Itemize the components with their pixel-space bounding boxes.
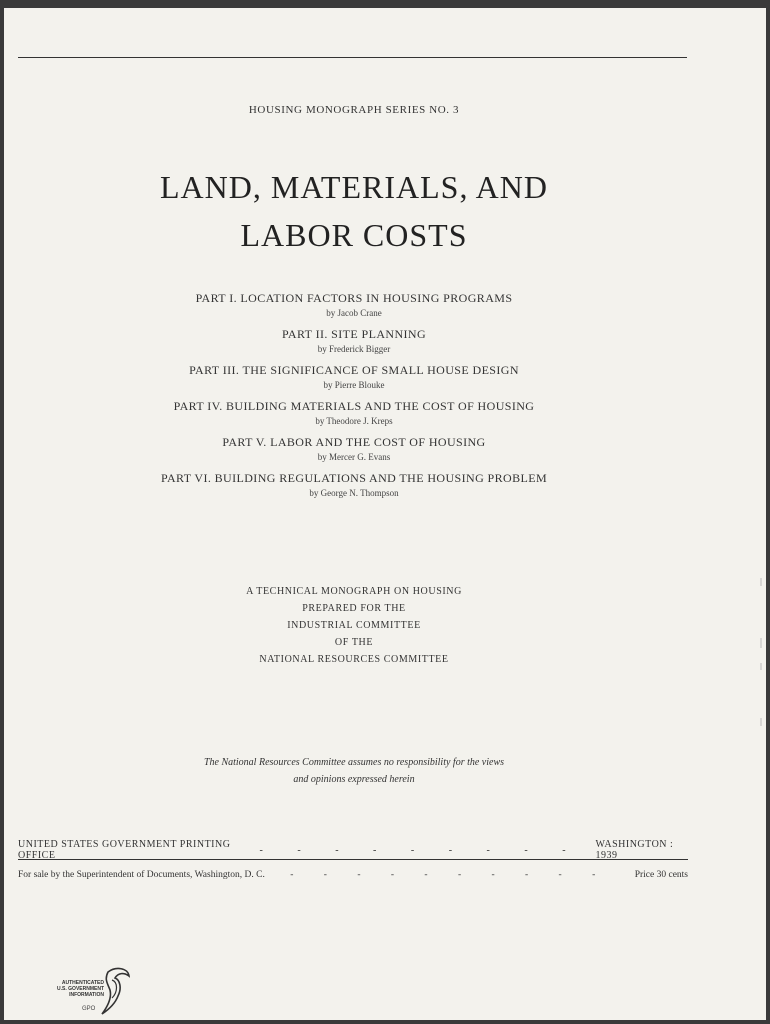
part-author: by Jacob Crane (326, 308, 382, 318)
contents-list (4, 290, 704, 506)
leader-dashes: - - - - - - - - - (259, 844, 582, 856)
leader-dashes: - - - - - - - - - - (290, 870, 610, 880)
publisher-place-year: WASHINGTON : 1939 (595, 839, 674, 861)
part-author: by George N. Thompson (309, 488, 399, 498)
page-title (4, 163, 704, 259)
price: Price 30 cents (634, 870, 688, 880)
top-rule (18, 57, 687, 58)
technical-line: A TECHNICAL MONOGRAPH ON HOUSING (246, 586, 462, 597)
title-line-1: LAND, MATERIALS, AND (160, 169, 548, 205)
publisher-line (18, 839, 688, 861)
part-title: PART II. SITE PLANNING (281, 327, 427, 341)
gpo-authentication-seal (34, 966, 134, 1018)
part-title: PART I. LOCATION FACTORS IN HOUSING PROGRAMS (195, 291, 513, 305)
disclaimer-line: The National Resources Committee assumes no responsibility for the views (203, 757, 505, 768)
part-author: by Theodore J. Kreps (315, 416, 393, 426)
sale-line (18, 870, 688, 880)
series-heading: HOUSING MONOGRAPH SERIES NO. 3 (248, 104, 460, 116)
seal-line: U.S. GOVERNMENT (57, 986, 104, 992)
seal-gpo-mark: GPO (82, 1006, 96, 1012)
seal-line: AUTHENTICATED (61, 980, 104, 986)
technical-line: PREPARED FOR THE (302, 603, 406, 614)
part-entry (4, 362, 704, 392)
eagle-icon (98, 966, 132, 1018)
disclaimer (4, 754, 704, 788)
part-title: PART III. THE SIGNIFICANCE OF SMALL HOUSE DESIGN (189, 363, 519, 377)
technical-line: OF THE (334, 637, 374, 648)
seal-line: INFORMATION (69, 992, 104, 998)
technical-line: NATIONAL RESOURCES COMMITTEE (259, 654, 449, 665)
title-line-2: LABOR COSTS (240, 217, 468, 253)
part-author: by Frederick Bigger (317, 344, 391, 354)
part-title: PART VI. BUILDING REGULATIONS AND THE HOUSING PROBLEM (160, 471, 548, 485)
document-page (4, 8, 766, 1020)
scan-edge-marks (758, 568, 764, 768)
publisher-name: UNITED STATES GOVERNMENT PRINTING OFFICE (18, 839, 231, 861)
part-entry (4, 326, 704, 356)
part-title: PART IV. BUILDING MATERIALS AND THE COST OF HOUSING (173, 399, 535, 413)
bottom-rule (18, 859, 688, 860)
part-entry (4, 290, 704, 320)
part-author: by Pierre Blouke (323, 380, 385, 390)
seal-text (34, 980, 104, 998)
part-author: by Mercer G. Evans (317, 452, 391, 462)
part-entry (4, 470, 704, 500)
technical-line: INDUSTRIAL COMMITTEE (287, 620, 421, 631)
sale-text: For sale by the Superintendent of Documents, Washington, D. C. (18, 870, 265, 880)
technical-note (4, 583, 704, 668)
disclaimer-line: and opinions expressed herein (293, 774, 415, 785)
part-entry (4, 398, 704, 428)
part-entry (4, 434, 704, 464)
part-title: PART V. LABOR AND THE COST OF HOUSING (222, 435, 486, 449)
